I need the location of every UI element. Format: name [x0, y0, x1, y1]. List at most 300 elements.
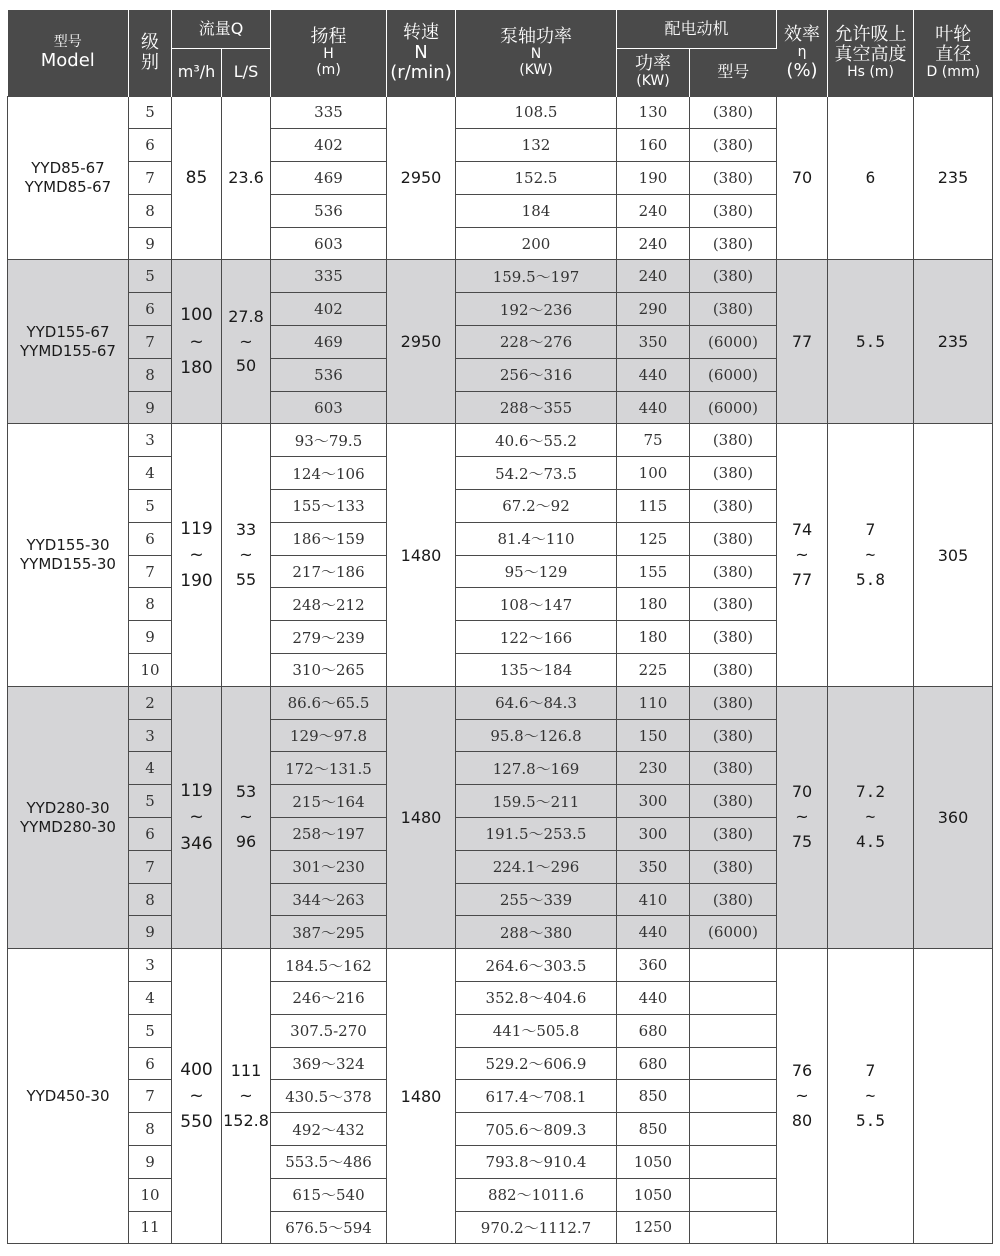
stage-cell: 10	[129, 654, 172, 687]
head-cell: 335	[271, 260, 387, 293]
header-speed-line1: 转速	[403, 21, 439, 43]
flow-m3h-line: ~	[189, 331, 204, 352]
stage-cell: 9	[129, 916, 172, 949]
impeller-cell: 235	[914, 260, 993, 424]
model-name-line: YYD85-67	[31, 159, 105, 178]
motor-type-cell: (6000)	[690, 326, 777, 359]
shaft-power-cell: 793.8～910.4	[456, 1146, 617, 1179]
motor-type-cell: (380)	[690, 719, 777, 752]
header-eff-line2: η	[797, 43, 807, 60]
impeller-cell: 360	[914, 686, 993, 948]
efficiency-line: ~	[795, 544, 809, 564]
motor-power-cell: 290	[617, 293, 690, 326]
head-cell: 310～265	[271, 654, 387, 687]
header-imp-line1: 叶轮	[935, 23, 972, 45]
efficiency-cell	[777, 949, 828, 1244]
head-cell: 279～239	[271, 621, 387, 654]
motor-power-cell: 110	[617, 686, 690, 719]
shaft-power-cell: 224.1～296	[456, 850, 617, 883]
suction-line: ~	[865, 544, 876, 564]
stage-cell: 8	[129, 883, 172, 916]
stage-cell: 9	[129, 391, 172, 424]
suction-cell	[828, 96, 914, 260]
flow-ls-line: 50	[235, 356, 257, 376]
header-motor-power	[617, 48, 690, 96]
flow-ls-cell	[222, 949, 271, 1244]
header-shaft-line1: 泵轴功率	[500, 26, 572, 47]
suction-cell	[828, 686, 914, 948]
head-cell: 124～106	[271, 457, 387, 490]
motor-power-cell: 190	[617, 162, 690, 195]
stage-cell: 7	[129, 555, 172, 588]
head-cell: 129～97.8	[271, 719, 387, 752]
motor-power-cell: 180	[617, 588, 690, 621]
motor-type-cell: (380)	[690, 621, 777, 654]
stage-cell: 8	[129, 588, 172, 621]
motor-power-cell: 225	[617, 654, 690, 687]
motor-power-cell: 300	[617, 818, 690, 851]
shaft-power-cell: 352.8～404.6	[456, 982, 617, 1015]
model-name-line: YYMD280-30	[20, 817, 116, 836]
impeller-cell	[914, 949, 993, 1244]
header-mpower-line2: (KW)	[636, 73, 670, 90]
motor-type-cell	[690, 1014, 777, 1047]
stage-cell: 6	[129, 1047, 172, 1080]
motor-type-cell: (380)	[690, 752, 777, 785]
stage-cell: 6	[129, 818, 172, 851]
speed-cell: 2950	[387, 260, 456, 424]
motor-type-cell	[690, 1047, 777, 1080]
header-suction-line1: 允许吸上	[834, 23, 907, 45]
stage-cell: 2	[129, 686, 172, 719]
suction-line: ~	[865, 807, 876, 827]
head-cell: 246～216	[271, 982, 387, 1015]
motor-type-cell: (380)	[690, 588, 777, 621]
header-head-line3: (m)	[316, 61, 341, 78]
flow-ls-cell	[222, 96, 271, 260]
stage-cell: 5	[129, 260, 172, 293]
flow-m3h-line: 85	[185, 167, 208, 188]
motor-type-cell: (380)	[690, 96, 777, 129]
shaft-power-cell: 127.8～169	[456, 752, 617, 785]
header-flow-ls: L/S	[222, 48, 271, 96]
stage-cell: 9	[129, 1146, 172, 1179]
suction-line: 5.5	[856, 1110, 885, 1130]
shaft-power-cell: 95.8～126.8	[456, 719, 617, 752]
suction-cell	[828, 949, 914, 1244]
head-cell: 676.5～594	[271, 1211, 387, 1244]
shaft-power-cell: 135～184	[456, 654, 617, 687]
impeller-cell: 305	[914, 424, 993, 686]
shaft-power-cell: 81.4～110	[456, 522, 617, 555]
table-row	[8, 686, 993, 719]
motor-power-cell: 850	[617, 1080, 690, 1113]
suction-cell	[828, 260, 914, 424]
efficiency-line: 70	[791, 167, 813, 187]
header-flow: 流量Q	[172, 10, 271, 48]
suction-line: 5.5	[856, 331, 885, 351]
motor-power-cell: 100	[617, 457, 690, 490]
motor-power-cell: 125	[617, 522, 690, 555]
motor-power-cell: 130	[617, 96, 690, 129]
motor-type-cell: (6000)	[690, 391, 777, 424]
header-imp-line3: D (mm)	[926, 64, 980, 81]
model-name-line: YYMD85-67	[24, 177, 112, 196]
shaft-power-cell: 122～166	[456, 621, 617, 654]
motor-power-cell: 680	[617, 1047, 690, 1080]
suction-line: ~	[865, 1085, 876, 1105]
flow-ls-line: ~	[239, 544, 253, 564]
efficiency-cell	[777, 686, 828, 948]
head-cell: 344～263	[271, 883, 387, 916]
motor-type-cell: (380)	[690, 260, 777, 293]
motor-power-cell: 180	[617, 621, 690, 654]
motor-power-cell: 1050	[617, 1178, 690, 1211]
efficiency-line: 76	[791, 1061, 813, 1081]
motor-type-cell	[690, 1080, 777, 1113]
efficiency-line: ~	[795, 1085, 809, 1105]
shaft-power-cell: 256～316	[456, 358, 617, 391]
flow-ls-line: 27.8	[228, 306, 264, 326]
model-name-line: YYD155-30	[26, 536, 110, 555]
motor-type-cell: (380)	[690, 227, 777, 260]
speed-cell: 1480	[387, 949, 456, 1244]
flow-m3h-line: 119	[180, 518, 213, 539]
header-model	[8, 10, 129, 96]
flow-m3h-cell	[172, 949, 222, 1244]
efficiency-line: 74	[791, 519, 813, 539]
head-cell: 186～159	[271, 522, 387, 555]
table-header	[8, 10, 993, 96]
stage-cell: 9	[129, 621, 172, 654]
shaft-power-cell: 882～1011.6	[456, 1178, 617, 1211]
shaft-power-cell: 288～380	[456, 916, 617, 949]
stage-cell: 10	[129, 1178, 172, 1211]
flow-ls-line: 23.6	[228, 167, 264, 187]
header-stage	[129, 10, 172, 96]
flow-ls-cell	[222, 424, 271, 686]
efficiency-line: ~	[795, 807, 809, 827]
stage-cell: 4	[129, 982, 172, 1015]
model-cell	[8, 424, 129, 686]
shaft-power-cell: 288～355	[456, 391, 617, 424]
motor-type-cell: (380)	[690, 424, 777, 457]
stage-cell: 8	[129, 358, 172, 391]
shaft-power-cell: 228～276	[456, 326, 617, 359]
shaft-power-cell: 108.5	[456, 96, 617, 129]
pump-spec-table-wrapper	[7, 10, 993, 1244]
head-cell: 469	[271, 162, 387, 195]
flow-m3h-line: ~	[189, 544, 204, 565]
header-stage-line2: 别	[141, 51, 159, 73]
header-impeller	[914, 10, 993, 96]
motor-power-cell: 240	[617, 260, 690, 293]
head-cell: 387～295	[271, 916, 387, 949]
flow-ls-line: 111	[230, 1061, 262, 1081]
flow-ls-cell	[222, 686, 271, 948]
model-name-line: YYD155-67	[26, 323, 110, 342]
motor-power-cell: 240	[617, 227, 690, 260]
header-motor: 配电动机	[617, 10, 777, 48]
shaft-power-cell: 184	[456, 194, 617, 227]
head-cell: 402	[271, 293, 387, 326]
table-row	[8, 949, 993, 982]
motor-type-cell: (380)	[690, 654, 777, 687]
model-name-line: YYMD155-67	[20, 341, 116, 360]
suction-line: 5.8	[856, 569, 885, 589]
shaft-power-cell: 529.2～606.9	[456, 1047, 617, 1080]
motor-type-cell	[690, 1178, 777, 1211]
stage-cell: 3	[129, 719, 172, 752]
head-cell: 615～540	[271, 1178, 387, 1211]
header-shaft-line2: N	[530, 46, 542, 63]
head-cell: 307.5-270	[271, 1014, 387, 1047]
shaft-power-cell: 255～339	[456, 883, 617, 916]
motor-type-cell: (380)	[690, 785, 777, 818]
flow-ls-line: ~	[239, 807, 253, 827]
motor-type-cell: (380)	[690, 457, 777, 490]
head-cell: 536	[271, 358, 387, 391]
header-shaft-power	[456, 10, 617, 96]
model-cell	[8, 686, 129, 948]
model-name-line: YYMD155-30	[20, 555, 116, 574]
table-body	[8, 96, 993, 1244]
flow-ls-cell	[222, 260, 271, 424]
motor-power-cell: 440	[617, 391, 690, 424]
efficiency-line: 75	[791, 831, 813, 851]
shaft-power-cell: 159.5～211	[456, 785, 617, 818]
header-efficiency	[777, 10, 828, 96]
header-mpower-line1: 功率	[635, 53, 671, 75]
motor-type-cell: (380)	[690, 686, 777, 719]
suction-line: 7.2	[856, 782, 885, 802]
efficiency-cell	[777, 96, 828, 260]
stage-cell: 8	[129, 1113, 172, 1146]
head-cell: 492～432	[271, 1113, 387, 1146]
shaft-power-cell: 159.5～197	[456, 260, 617, 293]
shaft-power-cell: 64.6～84.3	[456, 686, 617, 719]
motor-power-cell: 75	[617, 424, 690, 457]
stage-cell: 7	[129, 326, 172, 359]
head-cell: 603	[271, 391, 387, 424]
header-imp-line2: 直径	[935, 43, 972, 65]
header-model-en: Model	[40, 49, 95, 71]
speed-cell: 1480	[387, 424, 456, 686]
header-head-line2: H	[323, 46, 334, 63]
motor-power-cell: 150	[617, 719, 690, 752]
motor-type-cell	[690, 982, 777, 1015]
header-model-cn: 型号	[53, 33, 82, 50]
efficiency-line: 77	[791, 569, 813, 589]
model-cell	[8, 949, 129, 1244]
stage-cell: 5	[129, 96, 172, 129]
flow-m3h-cell	[172, 686, 222, 948]
head-cell: 335	[271, 96, 387, 129]
head-cell: 430.5～378	[271, 1080, 387, 1113]
speed-cell: 1480	[387, 686, 456, 948]
shaft-power-cell: 264.6～303.5	[456, 949, 617, 982]
header-speed-line2: N	[414, 41, 428, 63]
shaft-power-cell: 191.5～253.5	[456, 818, 617, 851]
model-cell	[8, 260, 129, 424]
efficiency-line: 77	[791, 331, 813, 351]
stage-cell: 6	[129, 522, 172, 555]
stage-cell: 6	[129, 129, 172, 162]
flow-m3h-line: 550	[180, 1112, 213, 1133]
flow-m3h-line: 400	[180, 1059, 213, 1080]
motor-type-cell: (380)	[690, 850, 777, 883]
shaft-power-cell: 95～129	[456, 555, 617, 588]
stage-cell: 5	[129, 490, 172, 523]
header-eff-line3: (%)	[786, 59, 818, 81]
flow-m3h-line: ~	[189, 1086, 204, 1107]
head-cell: 469	[271, 326, 387, 359]
model-name-line: YYD450-30	[26, 1086, 110, 1105]
shaft-power-cell: 192～236	[456, 293, 617, 326]
table-row	[8, 260, 993, 293]
motor-power-cell: 115	[617, 490, 690, 523]
motor-power-cell: 1050	[617, 1146, 690, 1179]
header-eff-line1: 效率	[784, 23, 820, 45]
head-cell: 258～197	[271, 818, 387, 851]
head-cell: 93～79.5	[271, 424, 387, 457]
flow-ls-line: 53	[235, 782, 257, 802]
motor-type-cell: (380)	[690, 293, 777, 326]
shaft-power-cell: 705.6～809.3	[456, 1113, 617, 1146]
suction-line: 6	[865, 167, 876, 187]
head-cell: 603	[271, 227, 387, 260]
impeller-cell: 235	[914, 96, 993, 260]
stage-cell: 7	[129, 850, 172, 883]
motor-power-cell: 410	[617, 883, 690, 916]
flow-m3h-line: 190	[180, 571, 213, 592]
suction-cell	[828, 424, 914, 686]
motor-type-cell: (380)	[690, 162, 777, 195]
shaft-power-cell: 152.5	[456, 162, 617, 195]
motor-type-cell: (380)	[690, 883, 777, 916]
model-name-line: YYD280-30	[26, 798, 110, 817]
flow-ls-line: 96	[235, 831, 257, 851]
flow-m3h-line: 119	[180, 781, 213, 802]
head-cell: 248～212	[271, 588, 387, 621]
model-cell	[8, 96, 129, 260]
motor-power-cell: 155	[617, 555, 690, 588]
stage-cell: 4	[129, 457, 172, 490]
flow-ls-line: 152.8	[223, 1110, 269, 1130]
stage-cell: 5	[129, 785, 172, 818]
head-cell: 217～186	[271, 555, 387, 588]
header-motor-type: 型号	[690, 48, 777, 96]
motor-type-cell: (380)	[690, 555, 777, 588]
stage-cell: 7	[129, 162, 172, 195]
shaft-power-cell: 970.2～1112.7	[456, 1211, 617, 1244]
shaft-power-cell: 200	[456, 227, 617, 260]
table-row	[8, 424, 993, 457]
flow-m3h-line: 100	[180, 305, 213, 326]
motor-type-cell: (380)	[690, 194, 777, 227]
stage-cell: 8	[129, 194, 172, 227]
header-speed	[387, 10, 456, 96]
header-suction-line3: Hs (m)	[847, 64, 894, 81]
shaft-power-cell: 617.4～708.1	[456, 1080, 617, 1113]
header-head	[271, 10, 387, 96]
header-suction	[828, 10, 914, 96]
suction-line: 7	[865, 519, 876, 539]
pump-spec-table	[7, 10, 993, 1244]
efficiency-line: 80	[791, 1110, 813, 1130]
motor-power-cell: 350	[617, 326, 690, 359]
motor-type-cell	[690, 1113, 777, 1146]
head-cell: 215～164	[271, 785, 387, 818]
flow-m3h-line: 346	[180, 833, 213, 854]
motor-power-cell: 300	[617, 785, 690, 818]
motor-power-cell: 240	[617, 194, 690, 227]
efficiency-cell	[777, 260, 828, 424]
motor-power-cell: 360	[617, 949, 690, 982]
shaft-power-cell: 40.6～55.2	[456, 424, 617, 457]
motor-type-cell: (380)	[690, 129, 777, 162]
head-cell: 155～133	[271, 490, 387, 523]
header-speed-line3: (r/min)	[390, 61, 452, 83]
flow-m3h-line: ~	[189, 807, 204, 828]
motor-power-cell: 680	[617, 1014, 690, 1047]
head-cell: 184.5～162	[271, 949, 387, 982]
flow-ls-line: ~	[239, 331, 253, 351]
flow-m3h-cell	[172, 96, 222, 260]
motor-power-cell: 160	[617, 129, 690, 162]
head-cell: 172～131.5	[271, 752, 387, 785]
flow-ls-line: 55	[235, 569, 257, 589]
stage-cell: 4	[129, 752, 172, 785]
flow-m3h-line: 180	[180, 358, 213, 379]
shaft-power-cell: 54.2～73.5	[456, 457, 617, 490]
stage-cell: 3	[129, 424, 172, 457]
motor-power-cell: 440	[617, 358, 690, 391]
motor-power-cell: 850	[617, 1113, 690, 1146]
head-cell: 553.5～486	[271, 1146, 387, 1179]
suction-line: 7	[865, 1061, 876, 1081]
stage-cell: 5	[129, 1014, 172, 1047]
motor-type-cell: (380)	[690, 818, 777, 851]
flow-m3h-cell	[172, 424, 222, 686]
shaft-power-cell: 132	[456, 129, 617, 162]
motor-type-cell: (6000)	[690, 916, 777, 949]
head-cell: 369～324	[271, 1047, 387, 1080]
table-row	[8, 96, 993, 129]
header-head-line1: 扬程	[310, 26, 347, 47]
stage-cell: 9	[129, 227, 172, 260]
motor-power-cell: 230	[617, 752, 690, 785]
head-cell: 86.6～65.5	[271, 686, 387, 719]
head-cell: 301～230	[271, 850, 387, 883]
motor-power-cell: 350	[617, 850, 690, 883]
speed-cell: 2950	[387, 96, 456, 260]
motor-power-cell: 440	[617, 916, 690, 949]
stage-cell: 3	[129, 949, 172, 982]
suction-line: 4.5	[856, 831, 885, 851]
motor-type-cell	[690, 949, 777, 982]
shaft-power-cell: 67.2～92	[456, 490, 617, 523]
motor-type-cell	[690, 1146, 777, 1179]
stage-cell: 7	[129, 1080, 172, 1113]
motor-type-cell	[690, 1211, 777, 1244]
motor-power-cell: 1250	[617, 1211, 690, 1244]
head-cell: 402	[271, 129, 387, 162]
stage-cell: 6	[129, 293, 172, 326]
header-stage-line1: 级	[141, 31, 159, 53]
motor-type-cell: (6000)	[690, 358, 777, 391]
stage-cell: 11	[129, 1211, 172, 1244]
